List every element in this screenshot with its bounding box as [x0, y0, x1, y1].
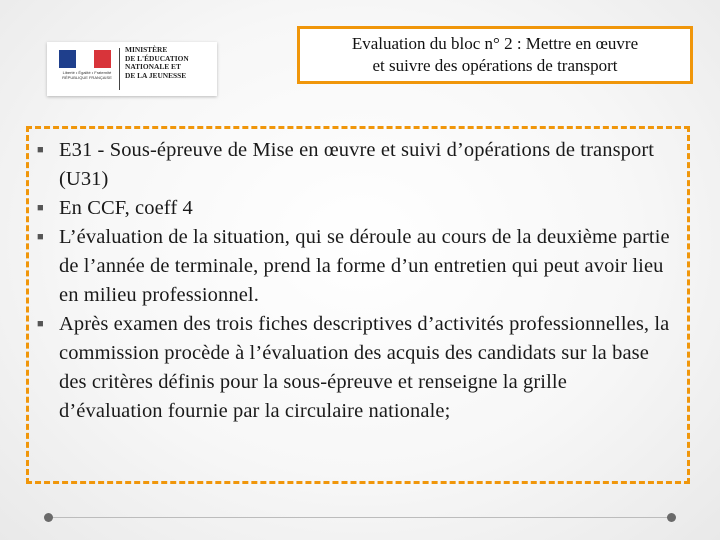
square-bullet-icon: ■ — [37, 231, 44, 243]
list-item — [37, 194, 675, 223]
title-line-1: Evaluation du bloc n° 2 : Mettre en œuvre — [351, 34, 639, 53]
ministry-logo — [47, 42, 217, 96]
slide-title — [352, 33, 638, 77]
slide-title-box — [297, 26, 693, 84]
content-box — [26, 126, 690, 484]
list-item-text: E31 - Sous-épreuve de Mise en œuvre et suivi d’opérations de transport (U31) — [59, 139, 655, 190]
list-item — [37, 223, 675, 310]
square-bullet-icon: ■ — [37, 202, 44, 214]
footer-rule — [48, 517, 672, 518]
marianne-emblem — [55, 48, 115, 88]
bullet-list — [37, 136, 675, 426]
flag-icon — [59, 50, 111, 68]
square-bullet-icon: ■ — [37, 318, 44, 330]
list-item — [37, 136, 675, 194]
footer-dot-left — [44, 513, 53, 522]
logo-divider — [119, 48, 120, 90]
footer-dot-right — [667, 513, 676, 522]
list-item-text: En CCF, coeff 4 — [59, 197, 193, 219]
ministry-name: MINISTÈRE DE L'ÉDUCATION NATIONALE ET DE LA JEUNESSE — [125, 45, 189, 80]
square-bullet-icon: ■ — [37, 144, 44, 156]
list-item-text: Après examen des trois fiches descriptives d’activités professionnelles, la commission procède à l’évaluation des acquis des candidats sur la base des critères définis pour la sous-épreuve et renseigne la grille d’évaluation fournie par la circulaire nationale; — [59, 313, 670, 422]
republic-motto: Liberté • Égalité • Fraternité RÉPUBLIQUE FRANÇAISE — [62, 70, 112, 80]
list-item-text: L’évaluation de la situation, qui se déroule au cours de la deuxième partie de l’année de terminale, prend la forme d’un entretien qui peut avoir lieu en milieu professionnel. — [59, 226, 670, 306]
list-item — [37, 310, 675, 426]
title-line-2: et suivre des opérations de transport — [372, 56, 618, 75]
